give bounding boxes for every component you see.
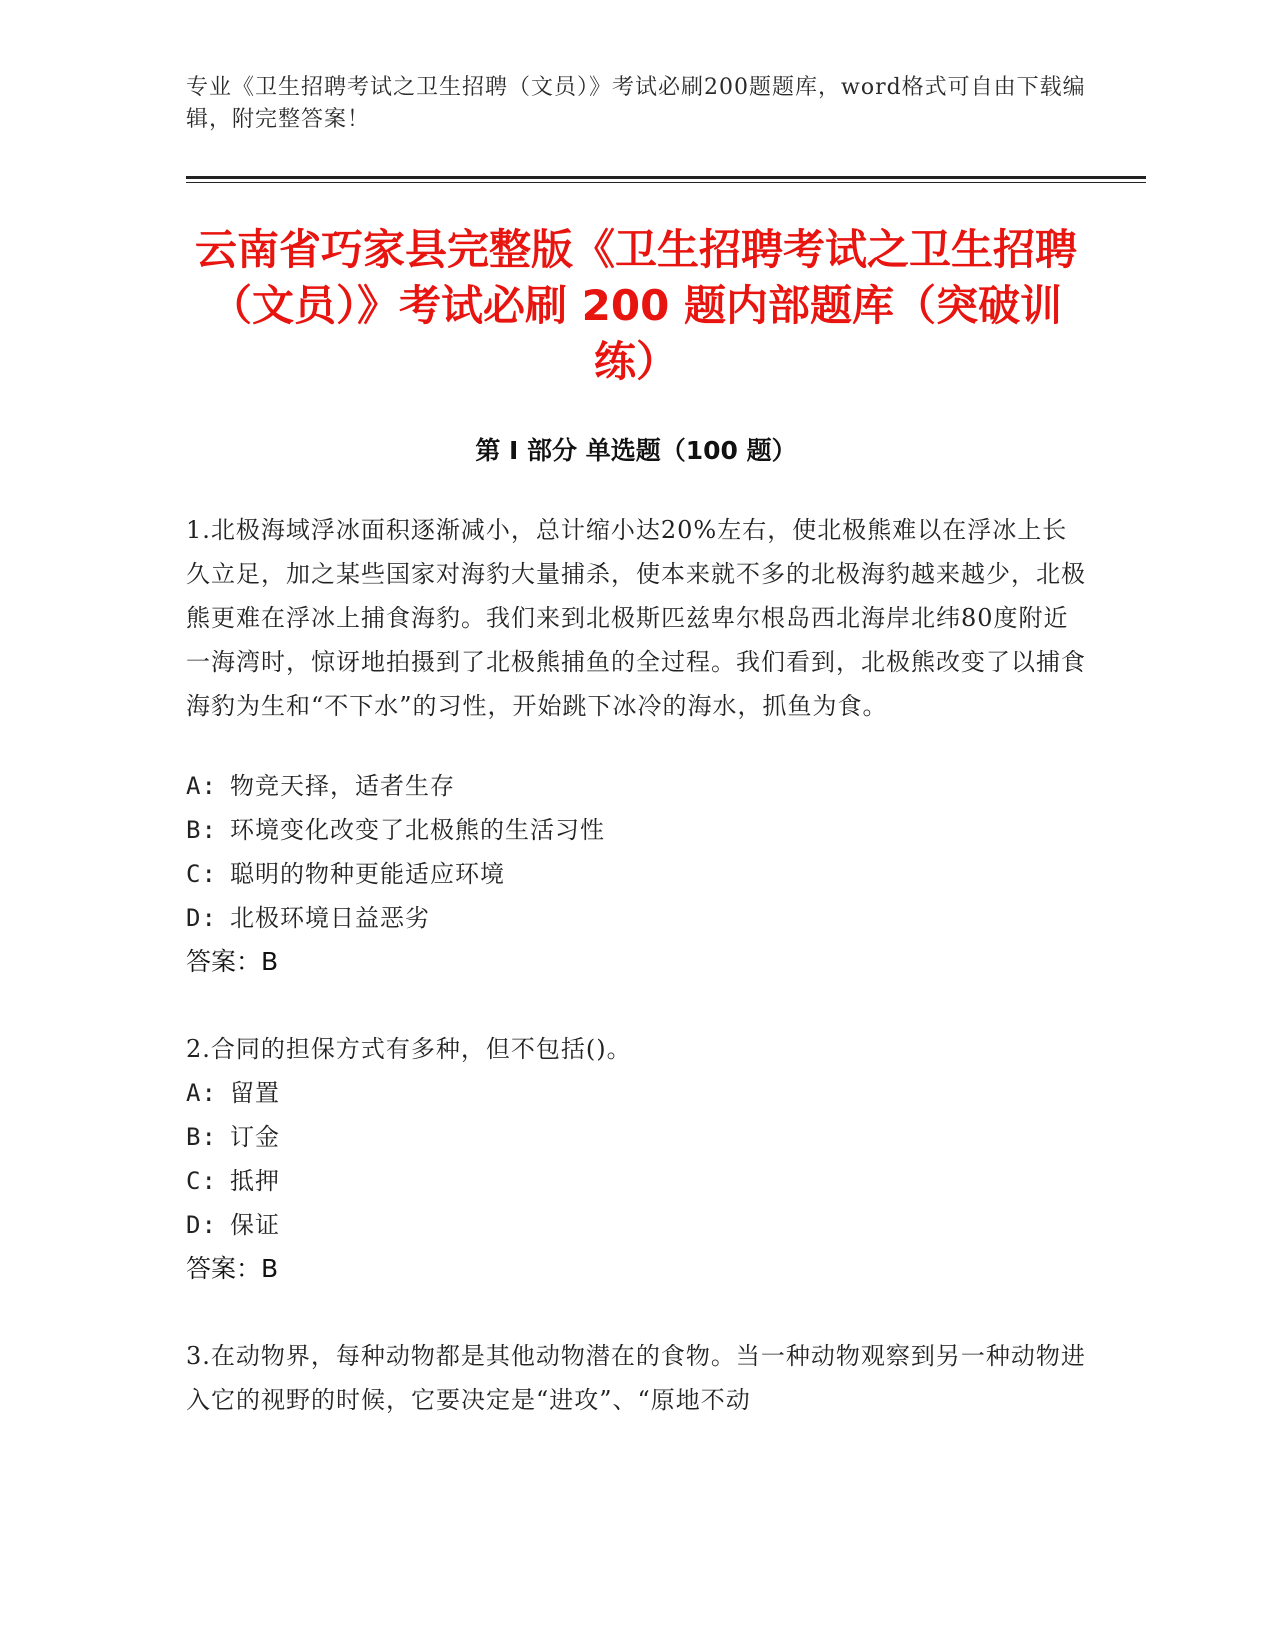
option-text: 抵押	[230, 1167, 280, 1195]
option-text: 订金	[230, 1123, 280, 1151]
question-2-option-d	[186, 1203, 1086, 1247]
header-divider-thin	[186, 182, 1146, 183]
option-letter: B:	[186, 816, 217, 844]
option-text: 北极环境日益恶劣	[230, 904, 430, 932]
question-1-option-a	[186, 764, 1086, 808]
option-text: 物竞天择，适者生存	[230, 772, 455, 800]
question-2-answer: 答案：B	[186, 1254, 279, 1283]
option-letter: A:	[186, 772, 217, 800]
question-1-option-d	[186, 896, 1086, 940]
question-1-option-c	[186, 852, 1086, 896]
question-1-answer: 答案：B	[186, 947, 279, 976]
question-3-stem: 3.在动物界，每种动物都是其他动物潜在的食物。当一种动物观察到另一种动物进入它的视野的时候，它要决定是“进攻”、“原地不动	[186, 1342, 1086, 1414]
section-heading: 第 I 部分 单选题（100 题）	[475, 436, 797, 465]
question-2-stem: 2.合同的担保方式有多种，但不包括()。	[186, 1035, 632, 1063]
option-letter: A:	[186, 1079, 217, 1107]
header-divider	[186, 176, 1146, 179]
option-letter: D:	[186, 904, 217, 932]
option-text: 保证	[230, 1211, 280, 1239]
document-title: 云南省巧家县完整版《卫生招聘考试之卫生招聘（文员）》考试必刷 200 题内部题库（突破训练）	[194, 225, 1077, 386]
option-letter: C:	[186, 1167, 217, 1195]
question-1-option-b	[186, 808, 1086, 852]
header-note: 专业《卫生招聘考试之卫生招聘（文员）》考试必刷200题题库，word格式可自由下载编辑，附完整答案！	[186, 75, 1086, 132]
question-2-option-b	[186, 1115, 1086, 1159]
question-2-option-c	[186, 1159, 1086, 1203]
question-1-stem: 1.北极海域浮冰面积逐渐减小，总计缩小达20%左右，使北极熊难以在浮冰上长久立足，加之某些国家对海豹大量捕杀，使本来就不多的北极海豹越来越少，北极熊更难在浮冰上捕食海豹。我们来到北极斯匹兹卑尔根岛西北海岸北纬80度附近一海湾时，惊讶地拍摄到了北极熊捕鱼的全过程。我们看到，北极熊改变了以捕食海豹为生和“不下水”的习性，开始跳下冰冷的海水，抓鱼为食。	[186, 516, 1086, 720]
question-2-option-a	[186, 1071, 1086, 1115]
option-letter: D:	[186, 1211, 217, 1239]
option-letter: B:	[186, 1123, 217, 1151]
option-text: 环境变化改变了北极熊的生活习性	[230, 816, 605, 844]
option-text: 留置	[230, 1079, 280, 1107]
option-text: 聪明的物种更能适应环境	[230, 860, 505, 888]
option-letter: C:	[186, 860, 217, 888]
